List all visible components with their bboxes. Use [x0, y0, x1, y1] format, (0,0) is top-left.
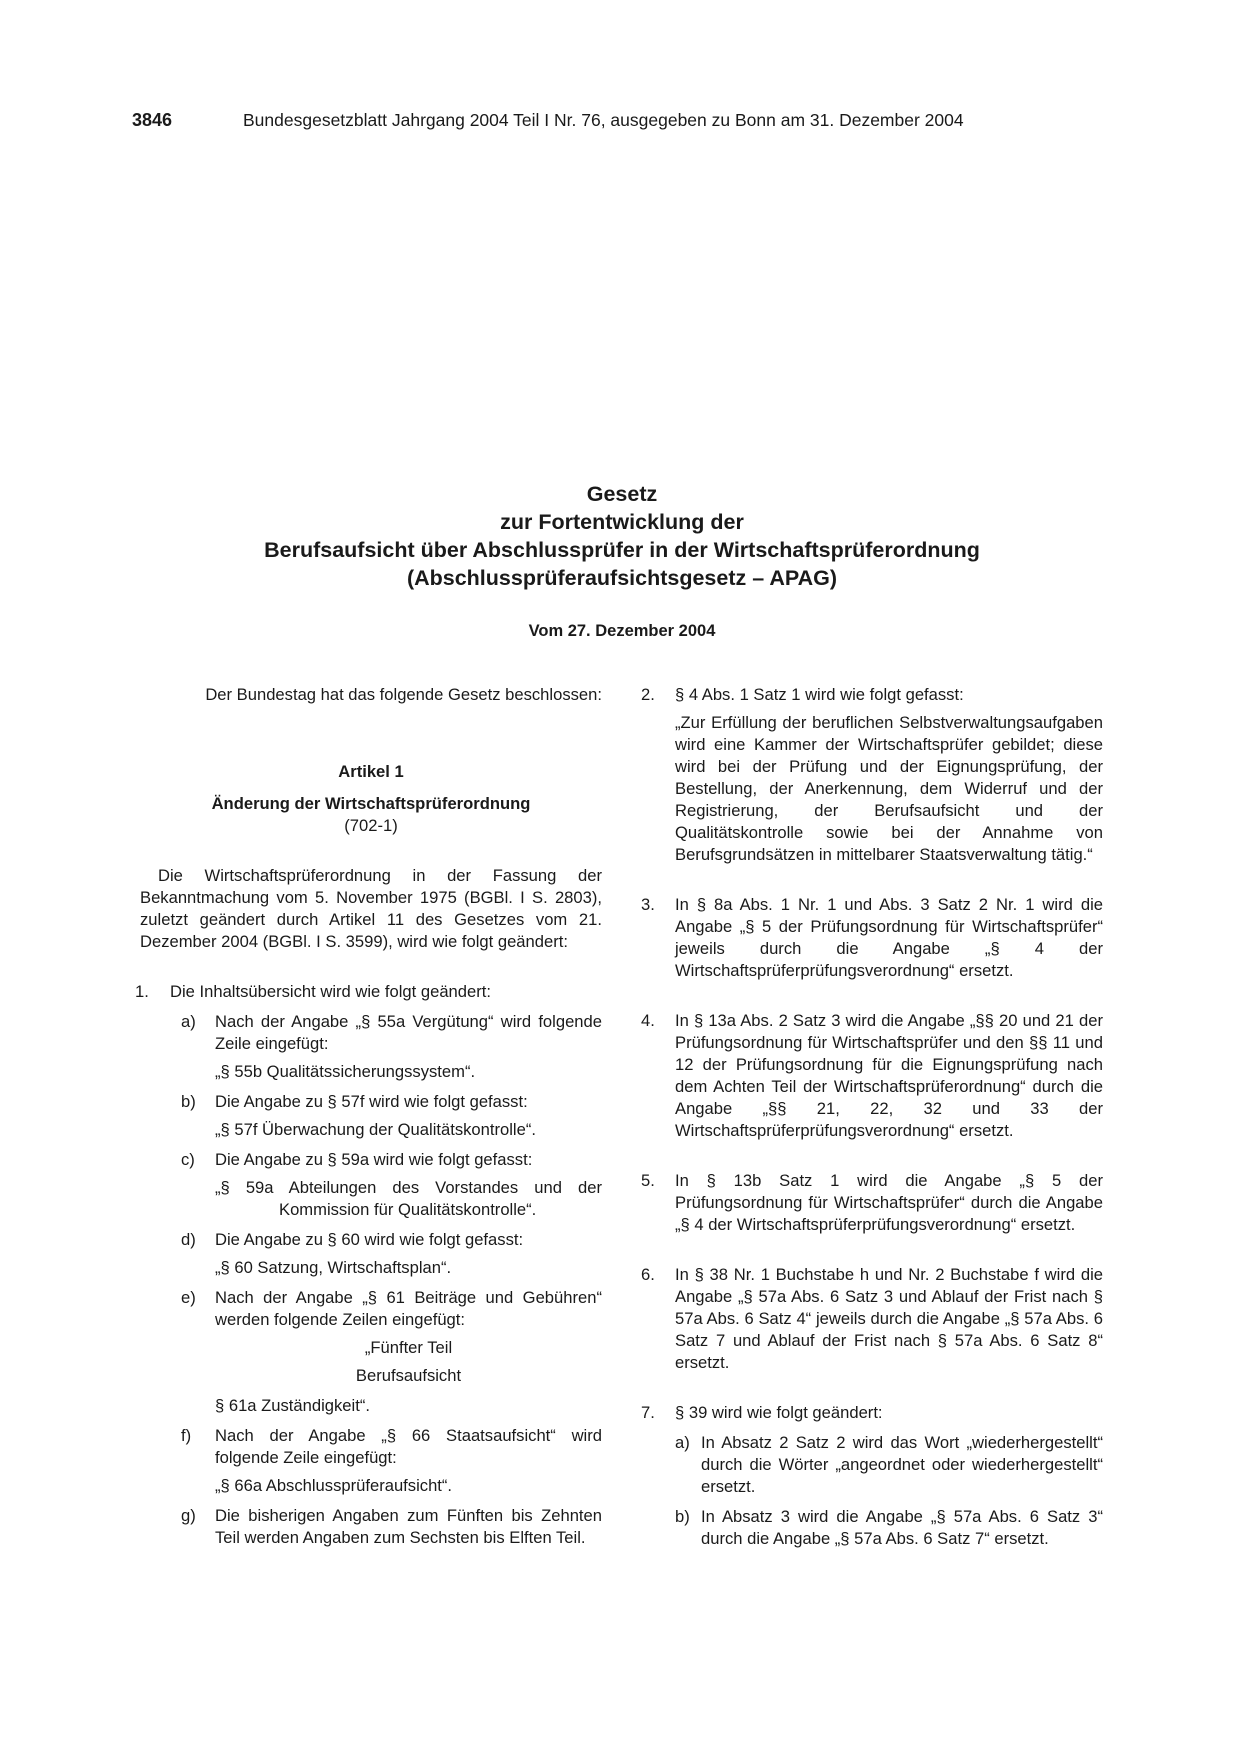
article-preamble: Die Wirtschaftsprüferordnung in der Fassung der Bekanntmachung vom 5. November 1975 (BGBl. I S. 2803), zuletzt geändert durch Artikel 11 des Gesetzes vom 21. Dezember 2004 (BGBl. I S. 3599), wird wie folgt geändert: [140, 866, 602, 951]
sub-quote-c-wrap [181, 1177, 602, 1221]
sub-text: Die bisherigen Angaben zum Fünften bis Zehnten Teil werden Angaben zum Sechsten bis Elften Teil. [215, 1506, 602, 1547]
item-number: 1. [135, 982, 149, 1001]
sub-quote-e-line1: „Fünfter Teil [364, 1338, 453, 1357]
sub-item-b [181, 1091, 602, 1113]
sub-item-e [181, 1287, 602, 1331]
item-number: 3. [641, 895, 655, 914]
sub-quote-c: „§ 59a Abteilungen des Vorstandes und der Kommission für Qualitätskontrolle“. [215, 1178, 602, 1219]
sub-label: b) [675, 1507, 690, 1526]
item-number: 7. [641, 1403, 655, 1422]
sub-item-d [181, 1229, 602, 1251]
item-text: In § 13a Abs. 2 Satz 3 wird die Angabe „§§ 20 und 21 der Prüfungsordnung für Wirtschaftsprüfer und den §§ 11 und 12 der Prüfungsordnung für die Eignungsprüfung nach dem Achten Teil der Wirtschaftsprüferordnung“ durch die Angabe „§§ 21, 22, 32 und 33 der Wirtschaftsprüferprüfungsverordnung“ ersetzt. [675, 1011, 1103, 1140]
list-item-6 [641, 1264, 1103, 1374]
item-text: § 39 wird wie folgt geändert: [675, 1403, 883, 1422]
sub-quote-b: „§ 57f Überwachung der Qualitätskontrolle“. [215, 1120, 536, 1139]
enactment-clause: Der Bundestag hat das folgende Gesetz beschlossen: [205, 685, 602, 704]
sub-label: a) [675, 1433, 690, 1452]
item-7-sub-items [641, 1432, 1103, 1550]
list-item-4 [641, 1010, 1103, 1142]
list-item-3 [641, 894, 1103, 982]
title-line-1: Gesetz [586, 482, 658, 506]
list-item-1 [135, 981, 602, 1003]
sub-quote-a: „§ 55b Qualitätssicherungssystem“. [215, 1062, 476, 1081]
item-text: In § 13b Satz 1 wird die Angabe „§ 5 der Prüfungsordnung für Wirtschaftsprüfer“ durch die Angabe „§ 4 der Wirtschaftsprüferprüfungsverordnung“ ersetzt. [675, 1171, 1103, 1234]
sub-text: Nach der Angabe „§ 55a Vergütung“ wird folgende Zeile eingefügt: [215, 1012, 602, 1053]
sub-quote-f: „§ 66a Abschlussprüferaufsicht“. [215, 1476, 453, 1495]
item-2-quote: „Zur Erfüllung der beruflichen Selbstverwaltungsaufgaben wird eine Kammer der Wirtschaftsprüfer gebildet; diese wird bei der Prüfung und der Eignungsprüfung, der Bestellung, der Anerkennung, dem Widerruf und der Registrierung, der Berufsaufsicht und der Qualitätskontrolle sowie bei der Annahme von Berufsgrundsätzen in mittelbarer Staatsverwaltung tätig.“ [675, 713, 1103, 864]
article-title: Artikel 1 [338, 762, 404, 781]
list-item-2 [641, 684, 1103, 706]
item-text: Die Inhaltsübersicht wird wie folgt geändert: [170, 982, 491, 1001]
item-number: 4. [641, 1011, 655, 1030]
sub-item-c [181, 1149, 602, 1171]
sub-item-f [181, 1425, 602, 1469]
sub-text: In Absatz 2 Satz 2 wird das Wort „wiederhergestellt“ durch die Wörter „angeordnet oder wiederhergestellt“ ersetzt. [701, 1433, 1103, 1496]
sub-label: a) [181, 1012, 196, 1031]
gazette-issue-line: Bundesgesetzblatt Jahrgang 2004 Teil I Nr. 76, ausgegeben zu Bonn am 31. Dezember 2004 [243, 110, 964, 130]
sub-quote-e-line3: § 61a Zuständigkeit“. [215, 1396, 370, 1415]
item-text: § 4 Abs. 1 Satz 1 wird wie folgt gefasst: [675, 685, 964, 704]
article-subtitle: Änderung der Wirtschaftsprüferordnung [211, 794, 531, 813]
item-text: In § 38 Nr. 1 Buchstabe h und Nr. 2 Buchstabe f wird die Angabe „§ 57a Abs. 6 Satz 3 und Ablauf der Frist nach § 57a Abs. 6 Satz 4“ jeweils durch die Angabe „§ 57a Abs. 6 Satz 7 und Ablauf der Frist nach § 57a Abs. 6 Satz 8“ ersetzt. [675, 1265, 1103, 1372]
sub-item-7b [675, 1506, 1103, 1550]
item-number: 2. [641, 685, 655, 704]
sub-label: d) [181, 1230, 196, 1249]
law-date: Vom 27. Dezember 2004 [528, 622, 716, 640]
sub-text: Die Angabe zu § 57f wird wie folgt gefasst: [215, 1092, 528, 1111]
sub-label: b) [181, 1092, 196, 1111]
item-text: In § 8a Abs. 1 Nr. 1 und Abs. 3 Satz 2 Nr. 1 wird die Angabe „§ 5 der Prüfungsordnung für Wirtschaftsprüfer“ jeweils durch die Angabe „§ 4 der Wirtschaftsprüferprüfungsverordnung“ ersetzt. [675, 895, 1103, 980]
sub-quote-d: „§ 60 Satzung, Wirtschaftsplan“. [215, 1258, 452, 1277]
sub-item-7a [675, 1432, 1103, 1498]
sub-text: Nach der Angabe „§ 61 Beiträge und Gebühren“ werden folgende Zeilen eingefügt: [215, 1288, 602, 1329]
sub-item-a [181, 1011, 602, 1055]
item-number: 5. [641, 1171, 655, 1190]
title-line-3: Berufsaufsicht über Abschlussprüfer in der Wirtschaftsprüferordnung [264, 538, 980, 562]
sub-label: g) [181, 1506, 196, 1525]
sub-label: f) [181, 1426, 192, 1445]
sub-items [181, 1011, 602, 1549]
sub-text: In Absatz 3 wird die Angabe „§ 57a Abs. 6 Satz 3“ durch die Angabe „§ 57a Abs. 6 Satz 7“ ersetzt. [701, 1507, 1103, 1548]
left-column [135, 684, 602, 1549]
law-title-block [0, 480, 1244, 641]
title-line-2: zur Fortentwicklung der [500, 510, 744, 534]
list-item-5 [641, 1170, 1103, 1236]
item-number: 6. [641, 1265, 655, 1284]
page-number: 3846 [132, 110, 173, 130]
sub-item-g [181, 1505, 602, 1549]
sub-quote-e-line2: Berufsaufsicht [355, 1366, 462, 1385]
sub-text: Die Angabe zu § 60 wird wie folgt gefasst: [215, 1230, 524, 1249]
sub-label: e) [181, 1288, 196, 1307]
sub-text: Die Angabe zu § 59a wird wie folgt gefasst: [215, 1150, 533, 1169]
title-line-4: (Abschlussprüferaufsichtsgesetz – APAG) [406, 566, 838, 590]
list-item-7 [641, 1402, 1103, 1424]
article-reference: (702-1) [344, 816, 398, 835]
right-column [641, 684, 1103, 1550]
sub-label: c) [181, 1150, 195, 1169]
sub-text: Nach der Angabe „§ 66 Staatsaufsicht“ wird folgende Zeile eingefügt: [215, 1426, 602, 1467]
